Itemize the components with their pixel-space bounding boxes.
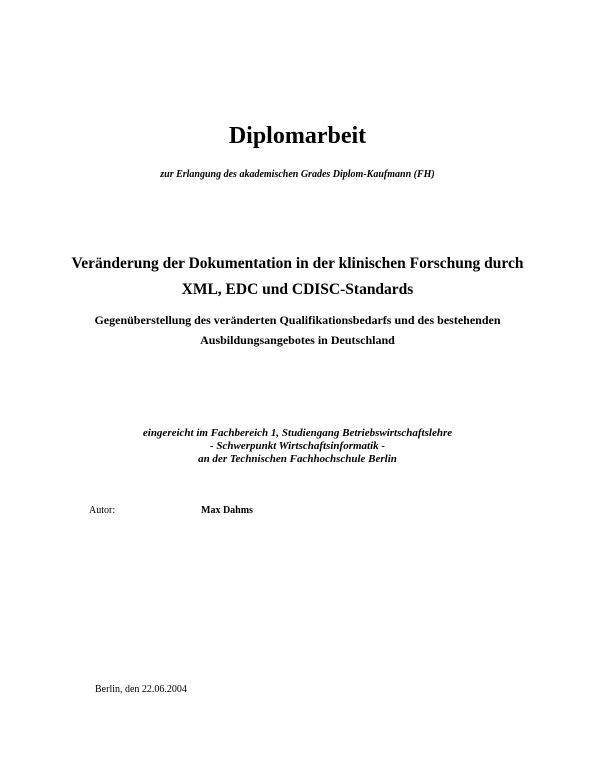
- degree-subtitle: zur Erlangung des akademischen Grades Diplom-Kaufmann (FH): [160, 169, 435, 180]
- document-title: Diplomarbeit: [228, 123, 367, 149]
- thesis-subtitle-line: Ausbildungsangebotes in Deutschland: [200, 333, 395, 347]
- place-date: Berlin, den 22.06.2004: [95, 684, 187, 695]
- thesis-title: [0, 251, 595, 303]
- submission-line: eingereicht im Fachbereich 1, Studiengang Betriebswirtschaftslehre: [142, 427, 453, 439]
- submission-info: [0, 427, 595, 466]
- author-label: Autor:: [89, 505, 116, 516]
- submission-line: - Schwerpunkt Wirtschaftsinformatik -: [209, 440, 386, 452]
- submission-line: an der Technischen Fachhochschule Berlin: [198, 453, 397, 465]
- thesis-subtitle-line: Gegenüberstellung des veränderten Qualifikationsbedarfs und des bestehenden: [94, 313, 501, 327]
- thesis-title-line: XML, EDC und CDISC-Standards: [181, 281, 414, 298]
- thesis-title-line: Veränderung der Dokumentation in der klinischen Forschung durch: [71, 255, 524, 272]
- thesis-subtitle: [0, 310, 595, 350]
- author-name: Max Dahms: [201, 505, 253, 516]
